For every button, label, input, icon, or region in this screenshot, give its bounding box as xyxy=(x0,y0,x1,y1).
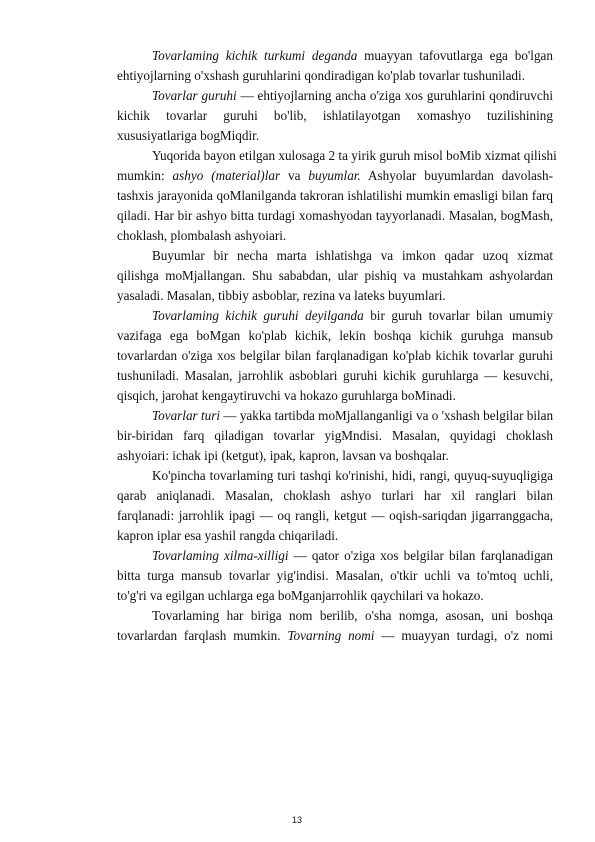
text-line xyxy=(117,386,553,406)
text-run: yasaladi. Masalan, tibbiy asboblar, rezina va lateks buyumlari. xyxy=(117,288,446,303)
text-line xyxy=(117,626,553,646)
text-run: kapron iplar esa yashil rangda chiqariladi. xyxy=(117,528,339,543)
text-line xyxy=(117,426,553,446)
italic-term: Tovarlar guruhi xyxy=(152,88,237,103)
text-line xyxy=(117,586,553,606)
text-line xyxy=(152,466,553,486)
text-run: — muayyan turdagi, o'z nomi xyxy=(374,628,553,643)
text-line xyxy=(117,286,553,306)
text-run: kichik tovarlar guruhi bo'lib, ishlatilayotgan xomashyo tuzilishining xyxy=(117,108,553,123)
text-line xyxy=(117,186,553,206)
text-run: Yuqorida bayon etilgan xulosaga 2 ta yirik guruh misol boMib xizmat qilishi xyxy=(152,148,557,163)
text-run: Buyumlar bir necha marta ishlatishga va imkon qadar uzoq xizmat xyxy=(152,248,553,263)
italic-term: Tovarlaming kichik guruhi deyilganda xyxy=(152,308,364,323)
text-line xyxy=(117,326,553,346)
text-line xyxy=(117,366,553,386)
text-line xyxy=(117,106,553,126)
page-number: 13 xyxy=(291,815,302,825)
text-run: qiladi. Har bir ashyo bitta turdagi xomashyodan tayyorlanadi. Masalan, bogMash, xyxy=(117,208,553,223)
text-run: Ashyolar buyumlardan davolash- xyxy=(360,168,554,183)
text-line xyxy=(117,506,553,526)
text-run: choklash, plombalash ashyoiari. xyxy=(117,228,287,243)
text-line xyxy=(117,166,553,186)
text-line xyxy=(152,246,553,266)
text-run: — ehtiyojlarning ancha o'ziga xos guruhlarini qondiruvchi xyxy=(236,88,553,103)
text-run: va xyxy=(280,168,309,183)
text-line xyxy=(117,566,553,586)
text-line xyxy=(117,226,553,246)
text-run: ehtiyojlarning o'xshash guruhlarini qondiradigan ko'plab tovarlar tushuniladi. xyxy=(117,68,525,83)
text-run: qisqich, jarohat kengaytiruvchi va hokazo guruhlarga boMinadi. xyxy=(117,388,456,403)
text-line xyxy=(152,86,553,106)
text-line xyxy=(152,46,553,66)
text-run: tushuniladi. Masalan, jarrohlik asboblari guruhi kichik guruhlarga — kesuvchi, xyxy=(117,368,553,383)
italic-term: Tovarlaming xilma-xilligi xyxy=(152,548,289,563)
text-line xyxy=(117,206,553,226)
text-run: to'g'ri va egilgan uchlarga ega boMganjarrohlik qaychilari va hokazo. xyxy=(117,588,484,603)
text-line xyxy=(152,606,553,626)
italic-term: Tovarning nomi xyxy=(287,628,375,643)
text-run: qilishga moMjallangan. Shu sababdan, ular pishiq va mustahkam ashyolardan xyxy=(117,268,553,283)
text-run: xususiyatlariga bogMiqdir. xyxy=(117,128,260,143)
text-run: bitta turga mansub tovarlar yig'indisi. Masalan, o'tkir uchli va to'mtoq uchli, xyxy=(117,568,553,583)
text-run: tovarlardan o'ziga xos belgilar bilan farqlanadigan ko'plab kichik tovarlar guruhi xyxy=(117,348,553,363)
text-run: muayyan tafovutlarga ega bo'lgan xyxy=(357,48,553,63)
text-line xyxy=(117,446,553,466)
text-run: farqlanadi: jarrohlik ipagi — oq rangli, ketgut — oqish-sariqdan jigarranggacha, xyxy=(117,508,553,523)
text-run: — qator o'ziga xos belgilar bilan farqlanadigan xyxy=(288,548,553,563)
text-run: tashxis jarayonida qoMlanilganda takroran ishlatilishi mumkin emasligi bilan farq xyxy=(117,188,553,203)
text-run: bir guruh tovarlar bilan umumiy xyxy=(363,308,553,323)
text-run: vazifaga ega boMgan ko'plab kichik, lekin boshqa kichik guruhga mansub xyxy=(117,328,553,343)
text-line xyxy=(117,66,553,86)
text-run: tovarlardan farqlash mumkin. xyxy=(117,628,288,643)
text-line xyxy=(152,406,553,426)
text-line xyxy=(152,306,553,326)
text-run: qarab aniqlanadi. Masalan, choklash ashyo turlari har xil ranglari bilan xyxy=(117,488,553,503)
text-run: ashyoiari: ichak ipi (ketgut), ipak, kapron, lavsan va boshqalar. xyxy=(117,448,449,463)
text-run: Ko'pincha tovarlaming turi tashqi ko'rinishi, hidi, rangi, quyuq-suyuqligiga xyxy=(152,468,553,483)
text-line xyxy=(152,546,553,566)
text-run: mumkin: xyxy=(117,168,173,183)
text-line xyxy=(117,126,553,146)
text-run: bir-biridan farq qiladigan tovarlar yigMndisi. Masalan, quyidagi choklash xyxy=(117,428,553,443)
text-line xyxy=(117,486,553,506)
text-line xyxy=(117,526,553,546)
italic-term: Tovarlaming kichik turkumi deganda xyxy=(152,48,358,63)
text-line xyxy=(117,346,553,366)
italic-term: buyumlar. xyxy=(308,168,361,183)
italic-term: ashyo (material)lar xyxy=(172,168,281,183)
text-line xyxy=(152,146,557,166)
italic-term: Tovarlar turi xyxy=(152,408,221,423)
text-run: — yakka tartibda moMjallanganligi va o 'xshash belgilar bilan xyxy=(220,408,554,423)
text-line xyxy=(117,266,553,286)
text-run: Tovarlaming har biriga nom berilib, o'sha nomga, asosan, uni boshqa xyxy=(152,608,553,623)
